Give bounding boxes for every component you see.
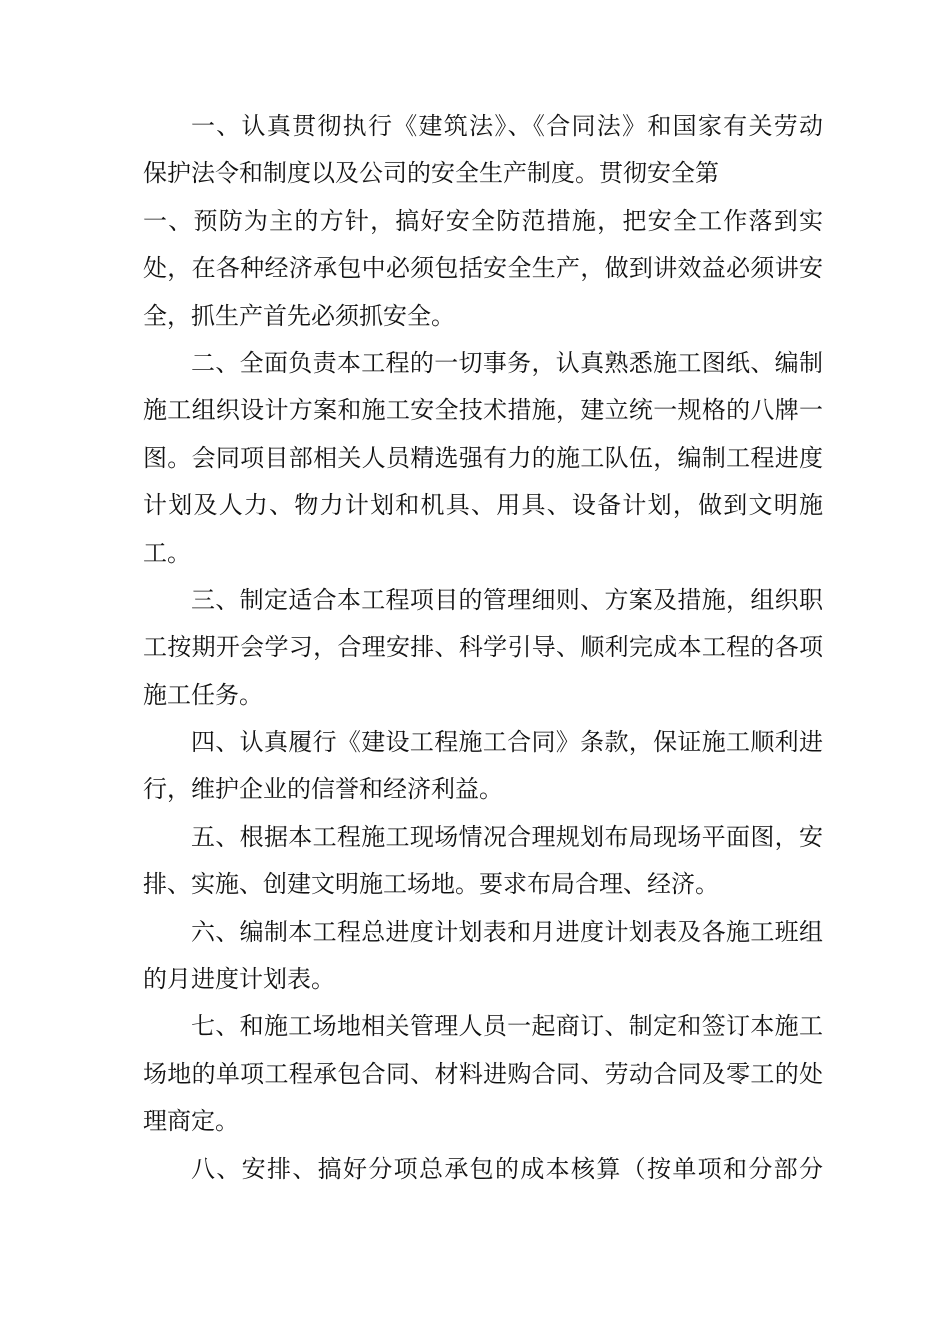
text-line: 七、和施工场地相关管理人员一起商订、制定和签订本施工 (191, 1012, 823, 1041)
paragraph (143, 1003, 823, 1145)
text-line: 一、预防为主的方针，搞好安全防范措施，把安全工作落到实 (143, 206, 823, 235)
text-line: 计划及人力、物力计划和机具、用具、设备计划，做到文明施 (143, 491, 823, 520)
text-line: 全，抓生产首先必须抓安全。 (143, 301, 455, 330)
text-line: 理商定。 (143, 1107, 239, 1136)
text-line: 工按期开会学习，合理安排、科学引导、顺利完成本工程的各项 (143, 633, 823, 662)
text-line: 行，维护企业的信誉和经济利益。 (143, 775, 503, 804)
document-body (143, 103, 823, 1193)
text-line: 五、根据本工程施工现场情况合理规划布局现场平面图，安 (191, 822, 823, 851)
text-line: 保护法令和制度以及公司的安全生产制度。贯彻安全第 (143, 159, 719, 188)
paragraph (143, 719, 823, 814)
text-line: 四、认真履行《建设工程施工合同》条款，保证施工顺利进 (191, 728, 823, 757)
text-line: 六、编制本工程总进度计划表和月进度计划表及各施工班组 (191, 917, 823, 946)
text-line: 工。 (143, 538, 191, 567)
paragraph (143, 340, 823, 577)
paragraph (143, 103, 823, 198)
text-line: 八、安排、搞好分项总承包的成本核算（按单项和分部分 (191, 1154, 823, 1183)
paragraph (143, 577, 823, 719)
text-line: 排、实施、创建文明施工场地。要求布局合理、经济。 (143, 870, 719, 899)
paragraph (143, 909, 823, 1004)
text-line: 施工组织设计方案和施工安全技术措施，建立统一规格的八牌一 (143, 396, 823, 425)
paragraph (143, 814, 823, 909)
text-line: 图。会同项目部相关人员精选强有力的施工队伍，编制工程进度 (143, 443, 823, 472)
text-line: 处，在各种经济承包中必须包括安全生产，做到讲效益必须讲安 (143, 254, 823, 283)
text-line: 施工任务。 (143, 680, 263, 709)
text-line: 三、制定适合本工程项目的管理细则、方案及措施，组织职 (191, 585, 823, 614)
text-line: 一、认真贯彻执行《建筑法》、《合同法》和国家有关劳动 (191, 112, 823, 140)
text-line: 场地的单项工程承包合同、材料进购合同、劳动合同及零工的处 (143, 1059, 823, 1088)
text-line: 的月进度计划表。 (143, 965, 335, 994)
paragraph (143, 198, 823, 340)
paragraph (143, 1146, 823, 1193)
text-line: 二、全面负责本工程的一切事务，认真熟悉施工图纸、编制 (191, 348, 823, 377)
